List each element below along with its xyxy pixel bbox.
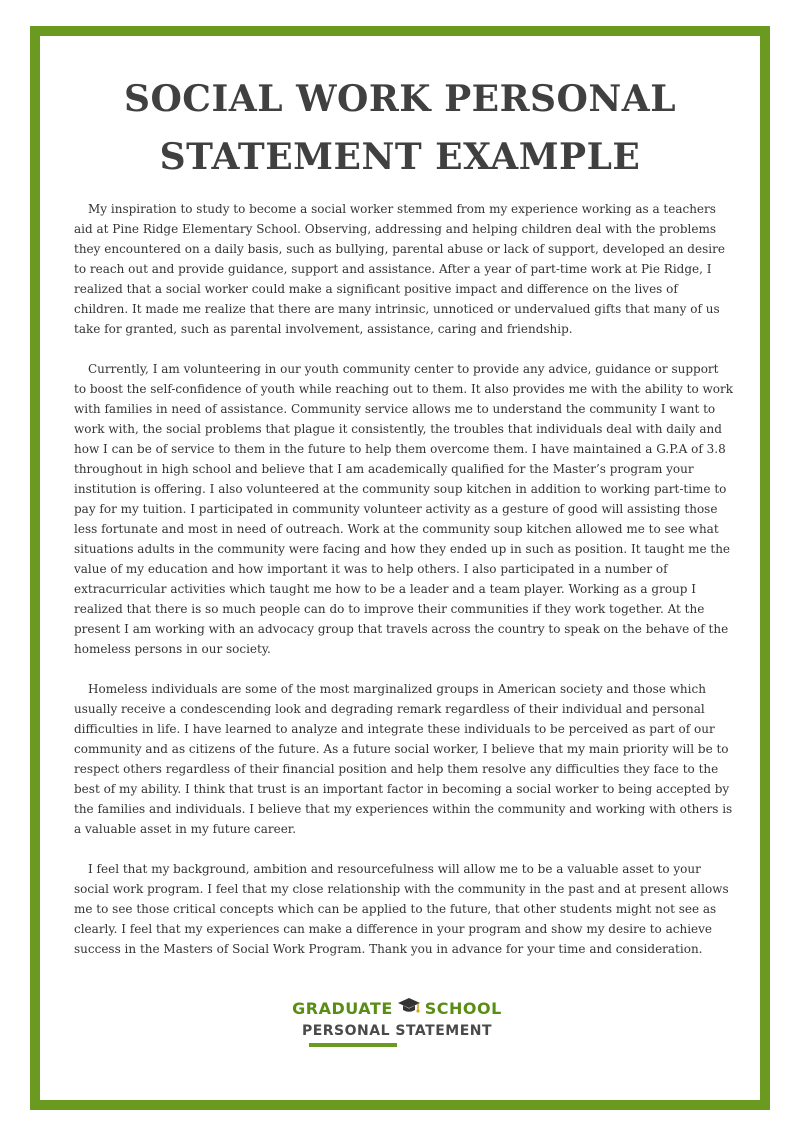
title-line-1: SOCIAL WORK PERSONAL xyxy=(123,78,677,120)
graduation-cap-icon xyxy=(397,996,421,1021)
paragraph-3: Homeless individuals are some of the most marginalized groups in American society and those which usually receive a condescending look and degrading remark regardless of their individual and personal difficulties in life. I have learned to analyze and integrate these individuals to be perceived as part of our community and as citizens of the future. As a future social worker, I believe that my main priority will be to respect others regardless of their financial position and help them resolve any difficulties they face to the best of my ability. I think that trust is an important factor in becoming a social worker to being accepted by the families and individuals. I believe that my experiences within the community and working with others is a valuable asset in my future career. xyxy=(74,682,733,836)
logo-underline-bar xyxy=(309,1043,397,1047)
page-border-frame xyxy=(30,26,770,1110)
statement-body xyxy=(74,199,734,979)
title-line-2: STATEMENT EXAMPLE xyxy=(159,136,641,178)
paragraph-4: I feel that my background, ambition and resourcefulness will allow me to be a valuable asset to your social work program. I feel that my close relationship with the community in the past and at present allows me to see those critical concepts which can be applied to the future, that other students might not see as clearly. I feel that my experiences can make a difference in your program and show my desire to achieve success in the Masters of Social Work Program. Thank you in advance for your time and consideration. xyxy=(74,862,729,956)
paragraph-1: My inspiration to study to become a social worker stemmed from my experience working as a teachers aid at Pine Ridge Elementary School. Observing, addressing and helping children deal with the problems they encountered on a daily basis, such as bullying, parental abuse or lack of support, developed an desire to reach out and provide guidance, support and assistance. After a year of part-time work at Pie Ridge, I realized that a social worker could make a significant positive impact and difference on the lives of children. It made me realize that there are many intrinsic, unnoticed or undervalued gifts that many of us take for granted, such as parental involvement, assistance, caring and friendship. xyxy=(74,202,725,336)
logo-subtitle: PERSONAL STATEMENT xyxy=(301,1023,493,1039)
page-title xyxy=(40,70,760,186)
logo-wordmark xyxy=(292,996,502,1021)
logo-word-graduate: GRADUATE xyxy=(292,998,393,1018)
graduate-school-logo xyxy=(0,996,794,1040)
paragraph-2: Currently, I am volunteering in our youth community center to provide any advice, guidance or support to boost the self-confidence of youth while reaching out to them. It also provides me with the ability to work with families in need of assistance. Community service allows me to understand the community I want to work with, the social problems that plague it consistently, the troubles that individuals deal with daily and how I can be of service to them in the future to help them overcome them. I have maintained a G.P.A of 3.8 throughout in high school and believe that I am academically qualified for the Master’s program your institution is offering. I also volunteered at the community soup kitchen in addition to working part-time to pay for my tuition. I participated in community volunteer activity as a gesture of good will assisting those less fortunate and most in need of outreach. Work at the community soup kitchen allowed me to see what situations adults in the community were facing and how they ended up in such as position. It taught me the value of my education and how important it was to help others. I also participated in a number of extracurricular activities which taught me how to be a leader and a team player. Working as a group I realized that there is so much people can do to improve their communities if they work together. At the present I am working with an advocacy group that travels across the country to speak on the behave of the homeless persons in our society. xyxy=(74,362,733,656)
logo-word-school: SCHOOL xyxy=(424,998,502,1018)
